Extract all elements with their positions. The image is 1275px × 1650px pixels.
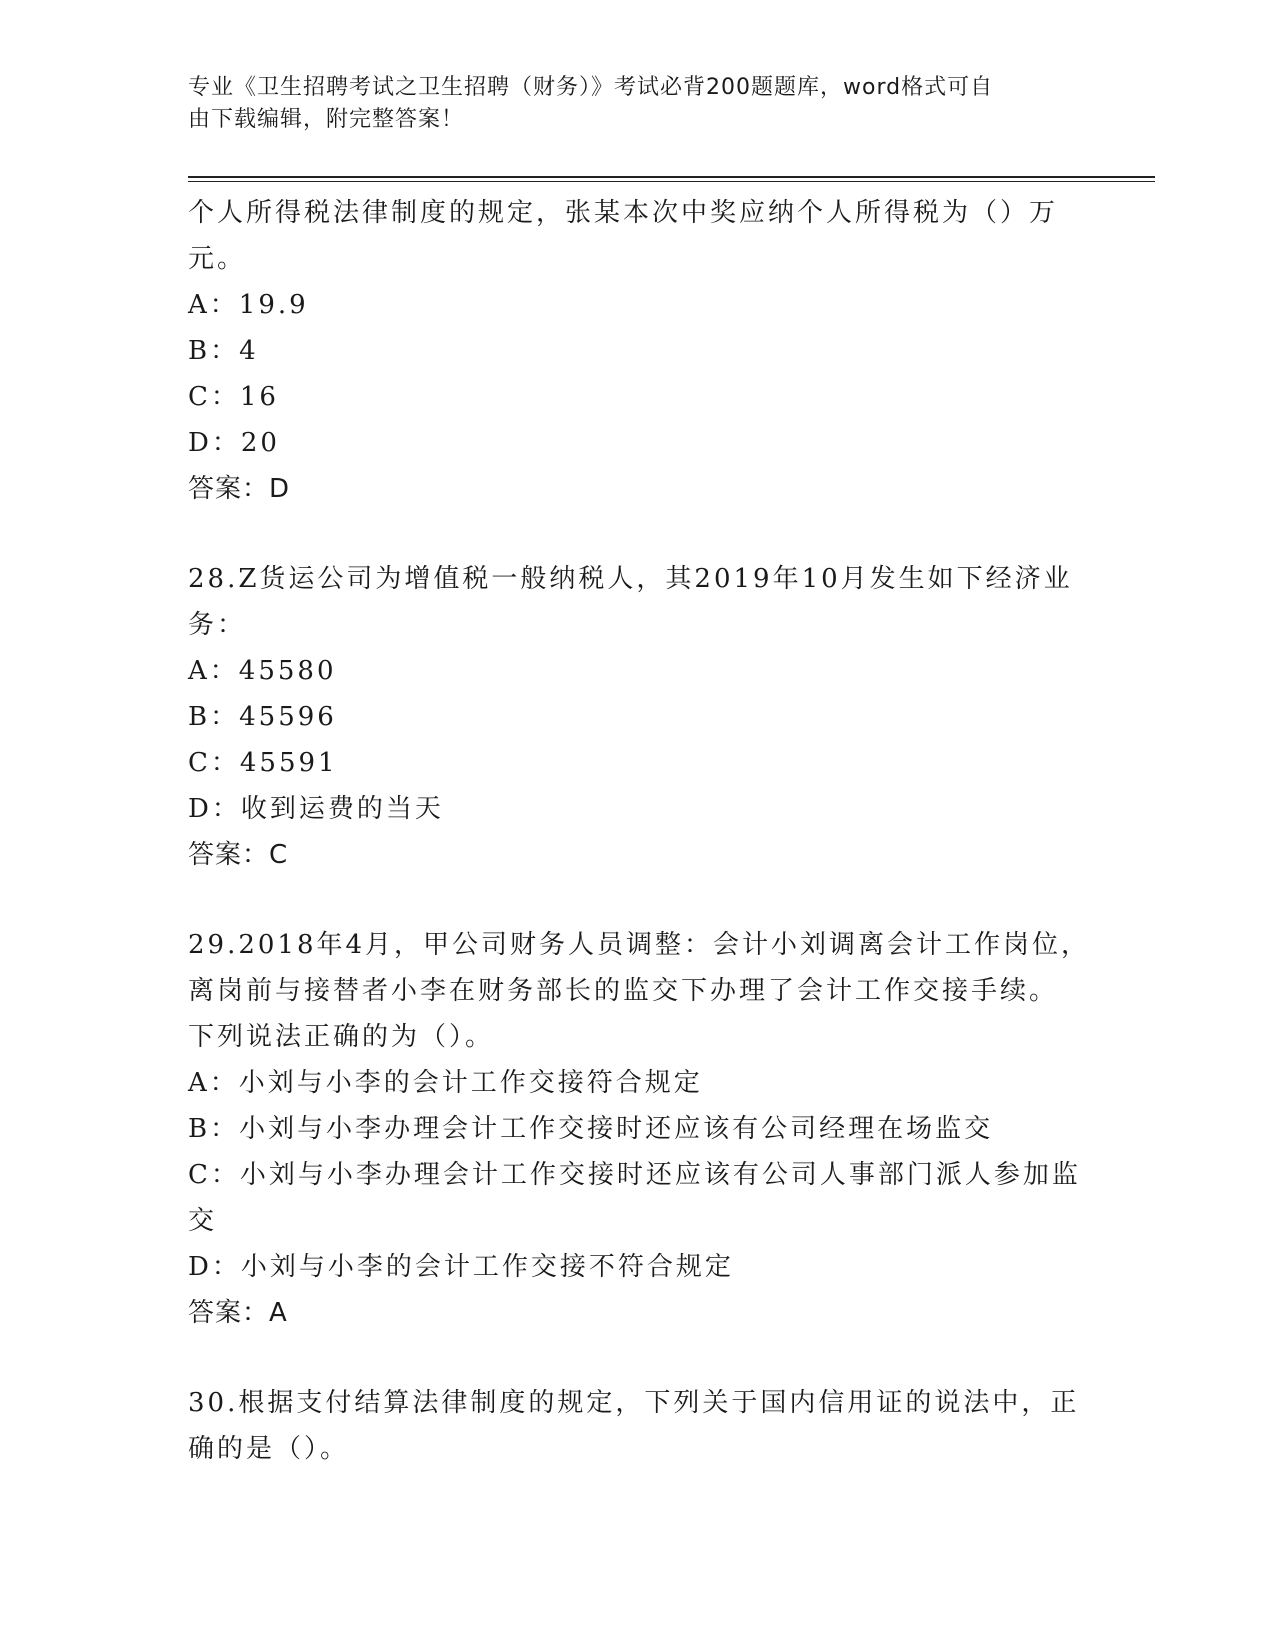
- question-28: [188, 556, 1078, 878]
- option-a: A：45580: [188, 656, 337, 686]
- header-line-1: 专业《卫生招聘考试之卫生招聘（财务）》考试必背200题题库，word格式可自: [188, 75, 994, 100]
- question-text: 元。: [188, 244, 247, 274]
- option-c: C：小刘与小李办理会计工作交接时还应该有公司人事部门派人参加监: [188, 1160, 1081, 1190]
- answer-label: 答案：D: [188, 474, 291, 504]
- document-header: [188, 72, 1068, 136]
- answer-label: 答案：C: [188, 840, 289, 870]
- option-b: B：45596: [188, 702, 337, 732]
- question-29: [188, 922, 1091, 1336]
- option-c-continued: 交: [188, 1206, 218, 1236]
- option-b: B：小刘与小李办理会计工作交接时还应该有公司经理在场监交: [188, 1114, 994, 1144]
- option-d: D：20: [188, 428, 280, 458]
- option-c: C：45591: [188, 748, 338, 778]
- question-text: 确的是（）。: [188, 1434, 350, 1464]
- option-a: A：19.9: [188, 290, 309, 320]
- header-rule-thin: [188, 181, 1155, 182]
- question-text: 30.根据支付结算法律制度的规定，下列关于国内信用证的说法中，正: [188, 1388, 1080, 1418]
- option-d: D：收到运费的当天: [188, 794, 444, 824]
- spacer: [188, 878, 1078, 922]
- question-27: [188, 190, 1078, 512]
- option-b: B：4: [188, 336, 259, 366]
- question-content: [188, 190, 1091, 1472]
- spacer: [188, 512, 1078, 556]
- question-text: 务：: [188, 610, 247, 640]
- question-text: 个人所得税法律制度的规定，张某本次中奖应纳个人所得税为（）万: [188, 198, 1059, 228]
- answer-label: 答案：A: [188, 1298, 288, 1328]
- question-30: [188, 1380, 1078, 1472]
- header-rule-thick: [188, 176, 1155, 178]
- question-text: 离岗前与接替者小李在财务部长的监交下办理了会计工作交接手续。: [188, 976, 1059, 1006]
- question-text: 下列说法正确的为（）。: [188, 1022, 495, 1052]
- option-d: D：小刘与小李的会计工作交接不符合规定: [188, 1252, 734, 1282]
- option-a: A：小刘与小李的会计工作交接符合规定: [188, 1068, 703, 1098]
- spacer: [188, 1336, 1078, 1380]
- question-text: 29.2018年4月，甲公司财务人员调整：会计小刘调离会计工作岗位，: [188, 930, 1091, 960]
- header-line-2: 由下载编辑，附完整答案！: [188, 107, 465, 132]
- question-text: 28.Z货运公司为增值税一般纳税人，其2019年10月发生如下经济业: [188, 564, 1073, 594]
- option-c: C：16: [188, 382, 279, 412]
